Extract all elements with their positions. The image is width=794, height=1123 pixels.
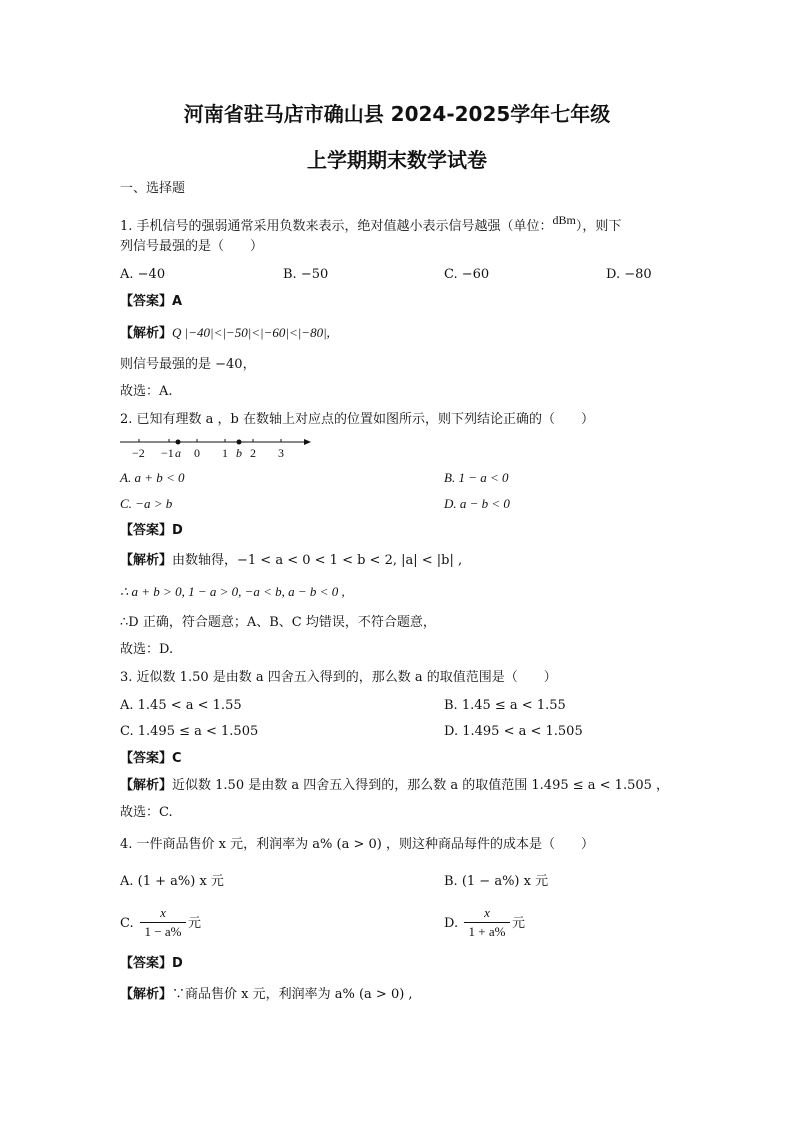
fraction-bar: [464, 922, 510, 923]
q2-explanation-4: 故选：D.: [120, 642, 174, 657]
q1-stem-a: 1. 手机信号的强弱通常采用负数来表示，绝对值越小表示信号越强（单位：: [120, 219, 553, 234]
q4-option-b: B. (1 − a%) x 元: [444, 874, 549, 889]
q3-option-d: D. 1.495 < a < 1.505: [444, 724, 583, 739]
q1-stem: [120, 211, 621, 236]
label-0: 0: [194, 446, 200, 460]
q4-stem: 4. 一件商品售价 x 元，利润率为 a% (a > 0) ，则这种商品每件的成本是（ ）: [120, 837, 594, 852]
q2-answer: 【答案】D: [120, 523, 183, 538]
q4-d-denominator: 1 + a%: [468, 924, 506, 939]
q4-option-c-label: C.: [120, 916, 134, 931]
q1-exp-label: 【解析】: [120, 326, 173, 341]
q1-option-c: C. −60: [444, 267, 490, 282]
q4-option-c-fraction: [140, 905, 186, 940]
q1-answer: 【答案】A: [120, 294, 183, 309]
q1-stem-cont: 列信号最强的是（ ）: [120, 239, 264, 254]
label-a: a: [175, 446, 181, 460]
label-2: 2: [250, 446, 256, 460]
q4-exp-label: 【解析】: [120, 987, 173, 1002]
q2-option-b: B. 1 − a < 0: [444, 470, 509, 485]
q1-option-d: D. −80: [606, 267, 652, 282]
q4-explanation-1: [120, 986, 413, 1004]
point-b: [237, 440, 242, 445]
q1-option-a: A. −40: [120, 267, 166, 282]
q1-explanation-3: 故选：A.: [120, 384, 173, 399]
q4-c-denominator: 1 − a%: [144, 924, 182, 939]
q2-option-c: C. −a > b: [120, 496, 173, 511]
q2-option-d: D. a − b < 0: [444, 496, 510, 511]
q1-stem-b: ），则下: [575, 219, 622, 234]
exam-title-line1: 河南省驻马店市确山县 2024-2025学年七年级: [183, 102, 611, 126]
q2-option-a: A. a + b < 0: [120, 470, 185, 485]
label-1: 1: [222, 446, 228, 460]
q3-option-a: A. 1.45 < a < 1.55: [120, 698, 242, 713]
axis-arrow-icon: [304, 439, 311, 445]
q3-option-c: C. 1.495 ≤ a < 1.505: [120, 724, 259, 739]
q4-option-d-label: D.: [444, 916, 459, 931]
q4-option-d-fraction: [464, 905, 510, 940]
q1-explanation-1: [120, 324, 330, 343]
q3-answer: 【答案】C: [120, 751, 182, 766]
label-3: 3: [278, 446, 284, 460]
fraction-bar: [140, 922, 186, 923]
q2-number-line: [118, 434, 313, 462]
q3-option-b: B. 1.45 ≤ a < 1.55: [444, 698, 566, 713]
q3-stem: 3. 近似数 1.50 是由数 a 四舍五入得到的，那么数 a 的取值范围是（ ）: [120, 670, 557, 685]
section-heading: 一、选择题: [120, 181, 186, 196]
q4-option-d-unit: 元: [512, 916, 526, 931]
exam-title-line2: 上学期期末数学试卷: [307, 148, 487, 172]
q2-explanation-2: ∴ a + b > 0, 1 − a > 0, −a < b, a − b < 0 ,: [120, 584, 345, 599]
q1-unit: dBm: [552, 213, 576, 227]
q1-option-b: B. −50: [283, 267, 329, 282]
q4-c-numerator: x: [160, 905, 166, 920]
q4-d-numerator: x: [484, 905, 490, 920]
q2-explanation-3: ∴D 正确，符合题意；A、B、C 均错误，不符合题意，: [120, 615, 436, 630]
point-a: [176, 440, 181, 445]
q2-explanation-1: [120, 552, 462, 570]
q1-explanation-2: 则信号最强的是 −40，: [120, 357, 256, 372]
q3-explanation-1: [120, 777, 669, 795]
q2-exp-label: 【解析】: [120, 553, 173, 568]
q4-answer: 【答案】D: [120, 956, 183, 971]
q2-stem: 2. 已知有理数 a ，b 在数轴上对应点的位置如图所示，则下列结论正确的（ ）: [120, 412, 595, 427]
q3-explanation-2: 故选：C.: [120, 805, 173, 820]
q4-exp-1: ∵商品售价 x 元，利润率为 a% (a > 0) ,: [172, 987, 413, 1002]
q1-exp-1: Q |−40|<|−50|<|−60|<|−80|,: [172, 325, 330, 340]
label-neg2: −2: [132, 446, 145, 460]
q2-exp-1: 由数轴得，−1 < a < 0 < 1 < b < 2, |a| < |b| ,: [172, 553, 463, 568]
q4-option-c-unit: 元: [188, 916, 202, 931]
q4-option-a: A. (1 + a%) x 元: [120, 874, 224, 889]
q3-exp-label: 【解析】: [120, 778, 173, 793]
label-neg1: −1: [161, 446, 174, 460]
q3-exp-1: 近似数 1.50 是由数 a 四舍五入得到的，那么数 a 的取值范围 1.495 ≤ a < 1.505 ，: [172, 778, 670, 793]
label-b: b: [236, 446, 242, 460]
